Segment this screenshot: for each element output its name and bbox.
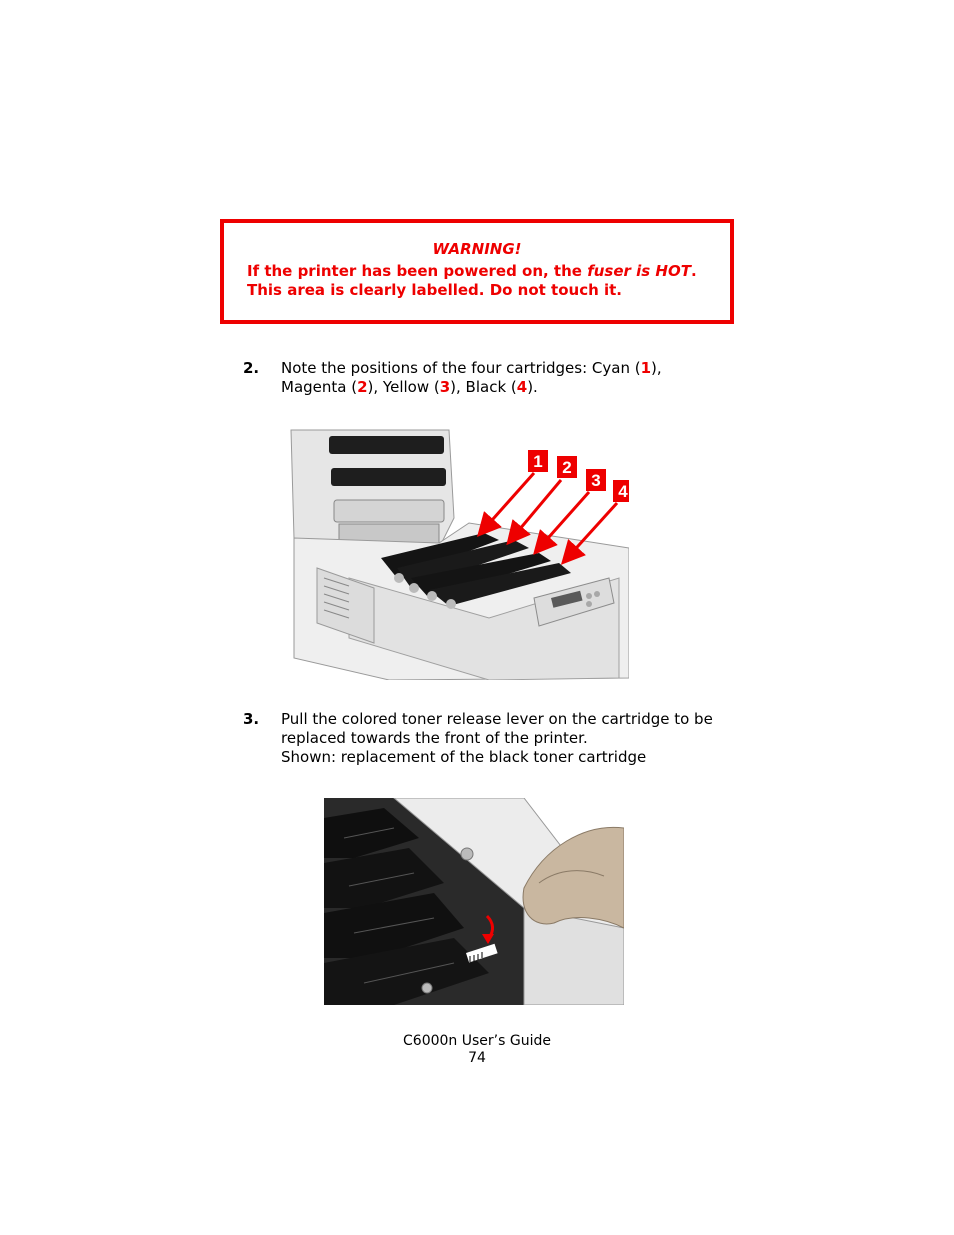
step-3-number: 3. (243, 710, 260, 728)
step-2-text (281, 359, 741, 397)
footer-guide-title: C6000n User’s Guide (403, 1033, 551, 1049)
callout-3-label: 3 (591, 471, 601, 490)
warning-box (220, 219, 734, 324)
callout-1-label: 1 (533, 452, 543, 471)
step-2-line-2 (281, 378, 741, 397)
printer-cartridges-photo (289, 428, 629, 680)
step-2-text-f: ). (527, 378, 538, 396)
warning-title: WARNING! (432, 240, 522, 258)
toner-release-lever-photo (324, 798, 624, 1005)
magenta-number: 2 (357, 378, 368, 396)
step-3-text (281, 710, 741, 767)
step-3-line-2: replaced towards the front of the printer. (281, 729, 588, 747)
callout-4-label: 4 (618, 482, 628, 501)
callout-2-label: 2 (562, 458, 572, 477)
step-3-line-3: Shown: replacement of the black toner cartridge (281, 748, 647, 766)
callout-2 (557, 456, 577, 478)
callout-3 (586, 469, 606, 491)
warning-line-1 (247, 262, 717, 281)
step-2-text-c: Magenta ( (281, 378, 358, 396)
step-2-number: 2. (243, 359, 260, 377)
black-number: 4 (516, 378, 528, 396)
warning-line-1-prefix: If the printer has been powered on, the (247, 262, 588, 280)
warning-body (247, 262, 717, 300)
step-2-text-a: Note the positions of the four cartridges: Cyan ( (281, 359, 641, 377)
step-3-line-1: Pull the colored toner release lever on the cartridge to be (281, 710, 713, 728)
callout-4 (613, 480, 629, 502)
callout-1 (528, 450, 548, 472)
step-2-text-e: ), Black ( (450, 378, 517, 396)
page-number: 74 (468, 1050, 486, 1066)
warning-emphasis: fuser is HOT (587, 262, 691, 280)
cyan-number: 1 (640, 359, 652, 377)
step-2-text-d: ), Yellow ( (367, 378, 440, 396)
warning-line-1-suffix: . (690, 262, 697, 280)
step-2-text-b: ), (651, 359, 662, 377)
step-2-line-1 (281, 359, 741, 378)
warning-line-2: This area is clearly labelled. Do not touch it. (247, 281, 622, 299)
yellow-number: 3 (439, 378, 451, 396)
